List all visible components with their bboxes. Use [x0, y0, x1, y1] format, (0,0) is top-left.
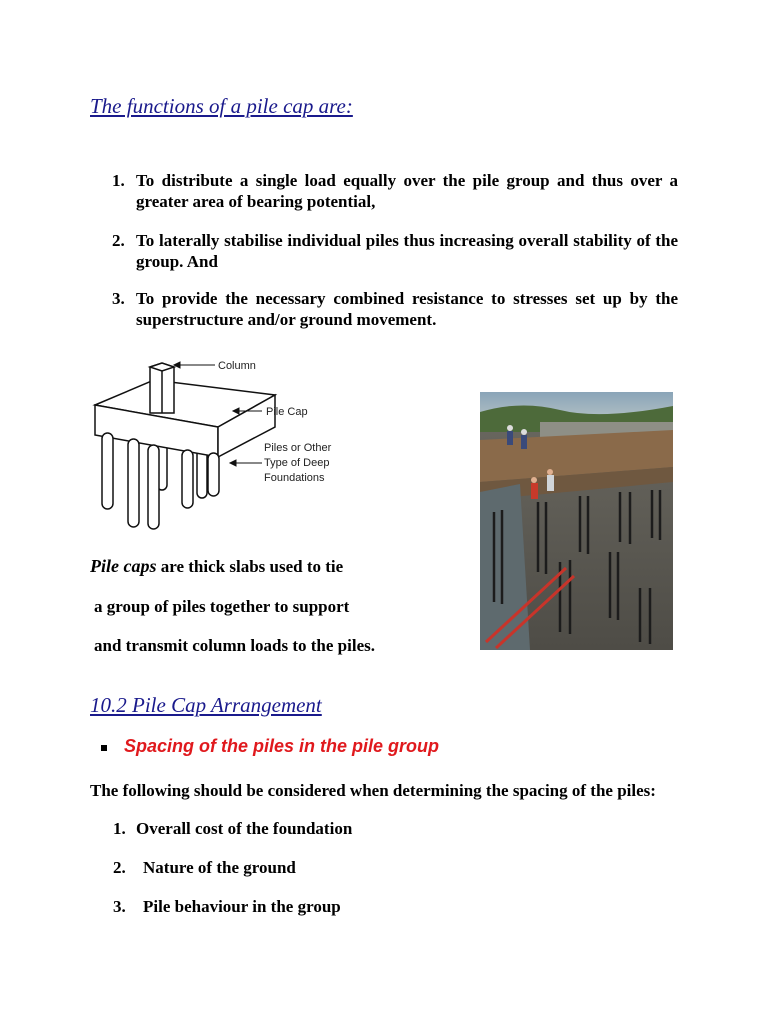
construction-site-photo [480, 392, 673, 650]
list-number: 1. [112, 171, 125, 190]
list-item [113, 896, 341, 917]
diagram-label-piles: Piles or Other [264, 442, 332, 454]
square-bullet-icon [101, 745, 107, 751]
description-text: are thick slabs used to tie [156, 557, 344, 576]
section-heading-functions: The functions of a pile cap are: [90, 94, 353, 118]
list-number: 3. [112, 289, 125, 308]
subheading-spacing: Spacing of the piles in the pile group [124, 736, 440, 756]
list-number: 3. [113, 897, 126, 916]
description-line-1 [90, 556, 343, 577]
photo-illustration [480, 392, 673, 650]
section-heading-arrangement: 10.2 Pile Cap Arrangement [90, 693, 322, 717]
list-item [112, 170, 678, 212]
description-line-3: and transmit column loads to the piles. [94, 636, 375, 655]
list-text: To provide the necessary combined resistance to stresses set up by the superstructure and/or ground movement. [136, 289, 678, 329]
list-item [113, 818, 352, 839]
list-text: Pile behaviour in the group [143, 897, 341, 916]
list-number: 1. [113, 819, 126, 838]
diagram-label-column: Column [218, 360, 256, 372]
list-number: 2. [113, 858, 126, 877]
list-text: To laterally stabilise individual piles thus increasing overall stability of the group. And [136, 231, 678, 271]
list-number: 2. [112, 231, 125, 250]
list-item [112, 288, 678, 330]
diagram-label-pile-cap: Pile Cap [266, 406, 308, 418]
list-item [113, 857, 296, 878]
list-text: Nature of the ground [143, 858, 296, 877]
description-line-2: a group of piles together to support [94, 597, 350, 616]
spacing-intro: The following should be considered when determining the spacing of the piles: [90, 781, 656, 800]
diagram-label-piles: Type of Deep [264, 457, 330, 469]
list-text: Overall cost of the foundation [136, 819, 353, 838]
term-pile-caps: Pile caps [90, 556, 157, 576]
pile-cap-diagram [90, 355, 350, 535]
diagram-label-piles: Foundations [264, 472, 325, 484]
list-text: To distribute a single load equally over the pile group and thus over a greater area of bearing potential, [136, 171, 678, 211]
list-item [112, 230, 678, 272]
